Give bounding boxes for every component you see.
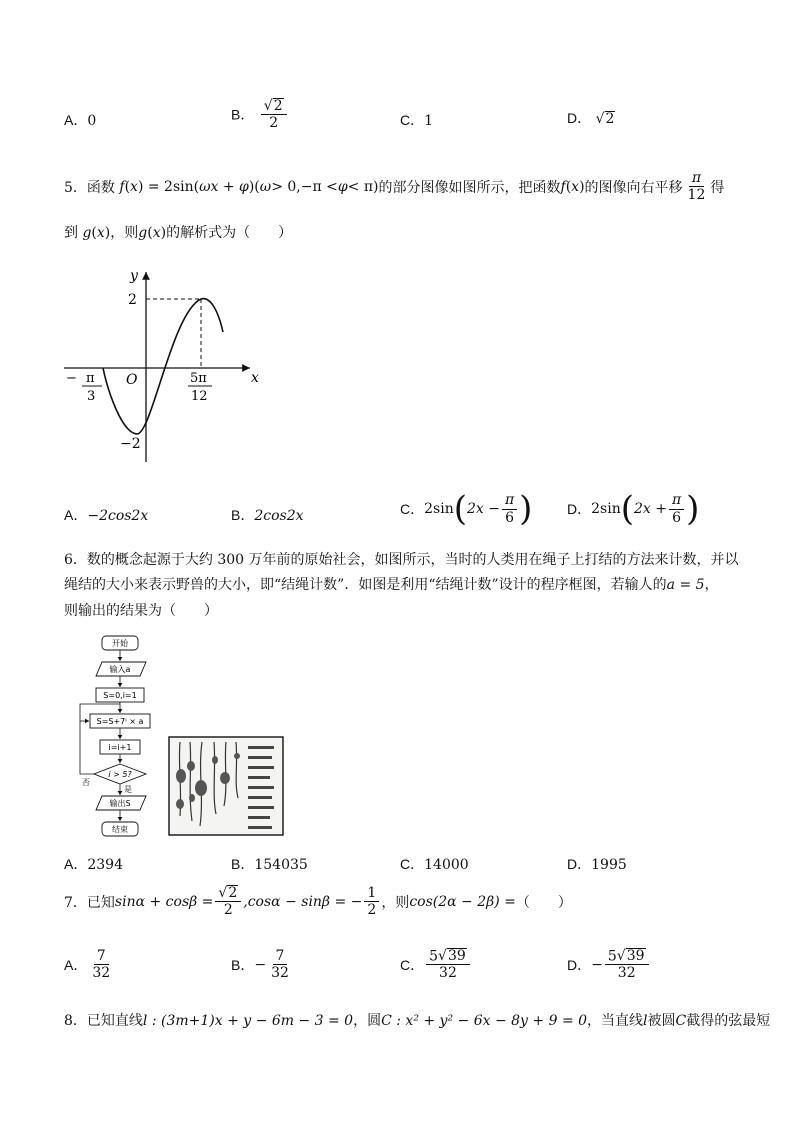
q5-option-d[interactable] bbox=[567, 489, 700, 529]
math-expression: C : x² + y² − 6x − 8y + 9 = 0 bbox=[381, 1013, 588, 1029]
flow-init-text: S=0,i=1 bbox=[103, 691, 137, 700]
option-func: 2sin bbox=[591, 501, 621, 517]
math-var: φ bbox=[337, 178, 348, 195]
math-var: ωx + φ bbox=[199, 178, 249, 195]
x-right-denominator: 12 bbox=[191, 389, 208, 404]
fraction-denominator: 6 bbox=[672, 509, 682, 526]
flow-no-label: 否 bbox=[82, 778, 90, 787]
stem-text: 到 bbox=[64, 225, 78, 241]
stem-text: 已知 bbox=[86, 894, 115, 911]
stem-text: 绳结的大小来表示野兽的大小，即“结绳计数”．如图是利用“结绳计数”设计的程序框图，若输人的 bbox=[64, 577, 667, 593]
x-left-numerator: π bbox=[86, 371, 95, 386]
option-value: 1 bbox=[424, 113, 434, 129]
fraction-numerator: 5√ 39 bbox=[605, 948, 649, 965]
x-right-numerator: 5π bbox=[190, 371, 207, 386]
stem-text: ，圆 bbox=[353, 1013, 382, 1029]
q6-flowchart bbox=[74, 632, 166, 842]
fraction-denominator: 32 bbox=[617, 965, 636, 982]
q6-stem-line3 bbox=[64, 600, 218, 620]
paren-right: ) bbox=[519, 489, 533, 529]
fraction bbox=[215, 885, 241, 918]
q6-stem-line1 bbox=[64, 549, 739, 569]
q7-option-d[interactable] bbox=[567, 948, 651, 981]
shift-fraction bbox=[685, 170, 709, 203]
stem-text: 截得的弦最短 bbox=[686, 1013, 771, 1029]
fraction bbox=[89, 948, 113, 981]
option-value: 1995 bbox=[591, 857, 627, 873]
stem-text: 的图像向右平移 bbox=[584, 179, 683, 196]
option-label: A． bbox=[64, 956, 88, 973]
q4-option-c[interactable] bbox=[400, 110, 433, 130]
fraction bbox=[268, 948, 292, 981]
option-value: 2394 bbox=[87, 857, 123, 873]
flow-end-text: 结束 bbox=[112, 825, 128, 834]
x-left-sign: − bbox=[66, 371, 77, 386]
sine-curve bbox=[103, 299, 223, 434]
math-var: x bbox=[96, 225, 105, 241]
flow-output-text: 输出S bbox=[109, 799, 131, 808]
flow-input-text: 输入a bbox=[109, 665, 131, 674]
stem-text: 被圆 bbox=[647, 1013, 676, 1029]
option-inner: 2x + bbox=[633, 501, 667, 517]
fraction-numerator: 7 bbox=[94, 948, 109, 965]
fraction-numerator: π bbox=[689, 170, 704, 187]
question-number: 6． bbox=[64, 552, 87, 568]
flow-loop-line bbox=[80, 704, 120, 774]
fraction-denominator: 6 bbox=[505, 509, 515, 526]
math-expression: sinα + cosβ = bbox=[114, 893, 214, 910]
option-label: C． bbox=[400, 501, 425, 517]
fraction bbox=[426, 948, 470, 981]
math-expression: l : (3m+1)x + y − 6m − 3 = 0 bbox=[142, 1013, 354, 1029]
math-var: g bbox=[82, 225, 92, 241]
q7-stem bbox=[64, 885, 572, 918]
math-var: ω bbox=[259, 178, 272, 195]
origin-label: O bbox=[126, 372, 138, 388]
sqrt-value: √ 2 bbox=[595, 110, 615, 127]
fraction bbox=[502, 492, 517, 525]
fraction-numerator: π bbox=[502, 492, 517, 509]
option-label: B． bbox=[231, 507, 255, 523]
math-var: x bbox=[130, 178, 138, 195]
option-value: 14000 bbox=[424, 857, 469, 873]
math-expression: ,cosα − sinβ = − bbox=[243, 893, 363, 910]
q5-option-c[interactable] bbox=[400, 489, 533, 529]
math-expression: a = 5 bbox=[666, 577, 705, 593]
q4-option-b[interactable] bbox=[231, 98, 289, 131]
fraction-numerator: 7 bbox=[273, 948, 288, 965]
fraction-numerator: √ 2 bbox=[215, 885, 241, 902]
fraction-denominator: 2 bbox=[269, 115, 279, 132]
option-label: D． bbox=[567, 110, 592, 126]
q6-option-a[interactable] bbox=[64, 854, 123, 874]
flow-cond-text: i > 5? bbox=[108, 770, 132, 779]
q7-option-b[interactable] bbox=[231, 948, 294, 981]
fraction bbox=[364, 885, 379, 918]
x-axis-label: x bbox=[251, 370, 259, 386]
q7-option-a[interactable] bbox=[64, 948, 115, 981]
option-label: C． bbox=[400, 856, 425, 872]
math-expression: > 0,−π < bbox=[271, 178, 338, 195]
option-inner: 2x − bbox=[466, 501, 500, 517]
fraction-numerator: π bbox=[669, 492, 684, 509]
q5-sine-graph bbox=[60, 262, 280, 472]
fraction-numerator: √ 2 bbox=[261, 98, 287, 115]
option-label: B． bbox=[231, 856, 255, 872]
stem-text: 的部分图像如图所示，把函数 bbox=[378, 179, 561, 196]
option-value: 154035 bbox=[254, 857, 308, 873]
option-sign: − bbox=[254, 956, 267, 973]
q5-option-a[interactable] bbox=[64, 505, 148, 525]
fraction bbox=[669, 492, 684, 525]
flow-yes-label: 是 bbox=[124, 785, 132, 794]
stem-text: ，则 bbox=[110, 225, 139, 241]
math-expression: ( bbox=[565, 178, 572, 195]
math-var: f bbox=[560, 178, 566, 195]
option-label: C． bbox=[400, 956, 425, 973]
question-number: 5． bbox=[64, 179, 87, 196]
option-value: 2cos2x bbox=[254, 508, 304, 524]
option-label: B． bbox=[231, 956, 255, 973]
math-var: x bbox=[571, 178, 580, 195]
option-value: −2cos2x bbox=[87, 508, 149, 524]
q5-option-b[interactable] bbox=[231, 505, 304, 525]
math-var: g bbox=[138, 225, 148, 241]
flow-start-text: 开始 bbox=[112, 639, 128, 648]
math-expression: ) bbox=[579, 178, 585, 195]
fraction bbox=[605, 948, 649, 981]
option-label: C． bbox=[400, 112, 425, 128]
option-func: 2sin bbox=[424, 501, 454, 517]
math-var: l bbox=[643, 1013, 648, 1029]
q6-option-b[interactable] bbox=[231, 854, 308, 874]
q6-stem-line2 bbox=[64, 574, 719, 594]
stem-text: 得 bbox=[710, 179, 725, 196]
q6-option-d[interactable] bbox=[567, 854, 627, 874]
flow-incr-text: i=i+1 bbox=[108, 743, 132, 752]
option-label: B． bbox=[231, 106, 255, 123]
paren-left: ( bbox=[620, 489, 634, 529]
math-expression: cos(2α − 2β) = bbox=[409, 893, 516, 910]
y-axis-label: y bbox=[130, 268, 138, 284]
question-number: 7． bbox=[64, 894, 87, 911]
q6-option-c[interactable] bbox=[400, 854, 469, 874]
q5-stem-line2: 到 g(x)，则g(x)的解析式为（ ） bbox=[64, 225, 293, 241]
stem-text: 则输出的结果为（ ） bbox=[64, 603, 218, 619]
math-expression: ) = 2sin( bbox=[137, 178, 200, 195]
x-left-denominator: 3 bbox=[87, 389, 96, 404]
stem-text: 函数 bbox=[86, 179, 115, 196]
fraction-denominator: 2 bbox=[223, 902, 233, 919]
math-expression: )( bbox=[248, 178, 260, 195]
question-number: 8． bbox=[64, 1013, 87, 1029]
paren-left: ( bbox=[453, 489, 467, 529]
fraction-numerator: 5√ 39 bbox=[426, 948, 470, 965]
option-label: A． bbox=[64, 112, 88, 128]
math-expression: f bbox=[114, 178, 125, 195]
q7-option-c[interactable] bbox=[400, 948, 472, 981]
fraction-denominator: 32 bbox=[92, 965, 111, 982]
stem-text: ，则 bbox=[381, 894, 410, 911]
stem-text: 的解析式为（ ） bbox=[166, 225, 293, 241]
stem-text: 已知直线 bbox=[86, 1013, 143, 1029]
fraction-numerator: 1 bbox=[364, 885, 379, 902]
option-sign: − bbox=[591, 956, 603, 973]
y-max-label: 2 bbox=[128, 292, 137, 308]
q5-stem-line1 bbox=[64, 170, 724, 203]
option-label: A． bbox=[64, 507, 88, 523]
math-var: x bbox=[152, 225, 161, 241]
option-label: D． bbox=[567, 856, 592, 872]
q8-stem bbox=[64, 1010, 770, 1030]
fraction-denominator: 32 bbox=[271, 965, 289, 982]
fraction-denominator: 12 bbox=[687, 187, 706, 204]
stem-text: 数的概念起源于大约 300 万年前的原始社会，如图所示，当时的人类用在绳子上打结的方法来计数，并以 bbox=[86, 552, 739, 568]
stem-text: ， bbox=[704, 577, 719, 593]
option-value: 0 bbox=[87, 113, 97, 129]
option-label: D． bbox=[567, 501, 592, 517]
option-label: D． bbox=[567, 956, 592, 973]
option-label: A． bbox=[64, 856, 88, 872]
math-expression: ( bbox=[124, 178, 131, 195]
math-expression: < π) bbox=[347, 178, 379, 195]
y-min-label: −2 bbox=[120, 436, 141, 452]
stem-text: ，当直线 bbox=[587, 1013, 644, 1029]
flow-update-text: S=S+7ⁱ × a bbox=[96, 717, 144, 726]
knotted-rope-image bbox=[168, 736, 284, 836]
fraction-denominator: 2 bbox=[367, 902, 377, 919]
stem-text: （ ） bbox=[515, 894, 572, 911]
q4-option-d[interactable] bbox=[567, 108, 615, 128]
fraction-denominator: 32 bbox=[439, 965, 457, 982]
fraction bbox=[261, 98, 287, 131]
q4-option-a[interactable] bbox=[64, 110, 96, 130]
math-var: C bbox=[675, 1013, 687, 1029]
paren-right: ) bbox=[686, 489, 700, 529]
